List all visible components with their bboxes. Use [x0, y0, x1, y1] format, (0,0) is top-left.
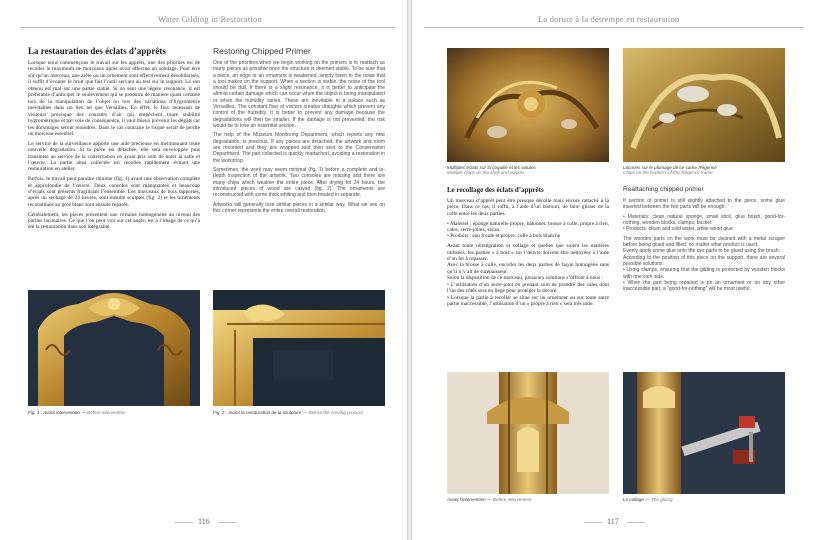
- section-title-en: Reattaching chipped primer: [623, 186, 704, 193]
- left-page: [0, 0, 407, 540]
- caption-fr: Lacunes sur le plumage de ce cadre Régence: [623, 165, 717, 170]
- page-number-rule: [627, 522, 645, 523]
- paragraph: Généralement, les pièces présentent une certaine homogénéité au niveau des parties lacunaires. Ce que l’on peut voir sur cet angle, est à l’image de ce qu’a été la restauration dans son intégralité.: [28, 211, 200, 231]
- paragraph: Avant toute réintégration et collage et quelles que soient les matières utilisées, les parties « à bois » sur l’œuvre doivent être nettoyées à l’aide d’un fer à repasser.: [447, 243, 609, 262]
- photo-gluing: [623, 372, 785, 494]
- photo-2-caption: [623, 165, 785, 175]
- section-title-fr: Le recollage des éclats d’apprêts: [447, 186, 544, 194]
- list-item: • L’utilisation d’un serre-joint en prenant soin de prendre des cales dont l’un des côtés sera en liège pour protéger la dorure.: [447, 281, 609, 295]
- figure-1-photo: [28, 290, 200, 406]
- running-head-right: La dorure à la détrempe en restauration: [538, 14, 680, 24]
- list-item: • Produits : eau froide et propre, colle à bois blanche: [447, 233, 561, 240]
- gilded-frame-corner-image: [28, 290, 200, 406]
- running-head-left: Water Gilding in Restoration: [158, 14, 262, 24]
- photo-1-caption: [447, 165, 609, 175]
- paragraph: Lorsque nous commençons le travail sur les apprêts, une des priorités est de recoller le maximum de morceaux après avoir effectué un sondage. Pour être sûr qu’un morceau, une arête ou un ornement sont effectivement désolidarisés, il suffit d’écouter le bruit que fait l’outil servant au test sur le support. Le son obtenu est mat sur une partie stable. Si on sent une légère résonance, il est préférable d’anticiper le soulèvement qui se produira de manière quasi certaine lors de la manipulation de l’objet ou lors des variations d’hygrométrie inévitables dans un lieu tel que Versailles. En effet, le flux incessant de visiteurs provoque des courants d’air qui empêchent toute stabilité hygrométrique et par voie de conséquence, il vaut mieux prévenir les dégâts car les dommages seront moindres. Dans le cas contraire le risque serait de perdre un morceau essentiel.: [28, 60, 200, 137]
- caption-en: Multiple chips on the shell and volutes: [447, 170, 525, 175]
- caption-en: The gluing: [651, 497, 673, 502]
- caption-en: Before intervention: [492, 497, 532, 502]
- figure-2-photo: [213, 290, 385, 406]
- paragraph: One of the priorities when we begin working on the primers is to reattach as many pieces as possible once the structure is deemed stable. To be sure that a piece, an edge or an ornament is weakened, simply listen to the noise that a tool makes on the support. When a section is stable, the noise of the tool should be dull. If there is a slight resonance, it is better to anticipate the almost certain damage which can occur when the object is being manipulated or when the humidity varies. These are inevitable in a palace such as Versailles. The constant flow of visitors creates draughts which prevent any control of the humidity. It is better to prevent any damage because the degradations will then be smaller. If the damage is not prevented, the risk would be to lose an essential section.: [213, 60, 385, 129]
- carved-frame-image: [213, 290, 385, 406]
- right-page: [412, 0, 820, 540]
- list-item: • Using clamps, ensuring that the gilding is protected by wooden blocks with one cork side.: [623, 267, 785, 280]
- body-en-column: [213, 60, 385, 218]
- photo-before-intervention: [447, 372, 609, 494]
- figure-1-caption: Fig. 1 : Avant intervention — Before intervention: [28, 410, 126, 415]
- gilded-column-image: [447, 372, 609, 494]
- paragraph: Artworks will generally lose similar pieces in a similar way. What we see on this corner represents the entire overall restoration.: [213, 201, 385, 215]
- caption-en: Chips on the feathers of this Regency frame: [623, 170, 713, 175]
- page-number-rule: [175, 522, 193, 523]
- list-item: • Lorsque la partie à recoller se situe sur un ornement ou sur toute autre partie inaccessible, l’utilisation d’un « propre à rien » sera très utile.: [447, 294, 609, 308]
- paragraph: Selon la disposition de ce morceau, plusieurs solutions s’offrent à nous :: [447, 275, 603, 282]
- paragraph: Le service de la surveillance apporte une aide précieuse en mentionnant toute nouvelle dégradation. Si la pièce est détachée, elle sera enveloppée puis transmise au service de la conservation en ayant pris soin de noter la salle et l’œuvre. La partie ainsi collectée est recollée rapidement évitant une restauration en atelier.: [28, 140, 200, 173]
- body-en-column: [623, 198, 785, 296]
- caption-fr: Fig. 1 : Avant intervention: [28, 410, 80, 415]
- photo-4-caption: Le collage — The gluing: [623, 497, 673, 502]
- photo-3-caption: Avant l’intervention — Before intervention: [447, 497, 532, 502]
- paragraph: According to the position of this piece on the support, there are several possible solutions:: [623, 254, 785, 268]
- running-head-rule: [424, 27, 804, 28]
- body-fr-column: [447, 198, 609, 311]
- caption-fr: Le collage: [623, 497, 644, 502]
- figure-2-caption: Fig. 2 : Avant la restauration de la sculpture — Before the carving process: [213, 410, 364, 415]
- photo-regency-feathers: [623, 48, 785, 162]
- paragraph: Evenly apply some glue onto the two parts to be glued using the brush.: [623, 248, 781, 255]
- running-head-rule: [20, 27, 395, 28]
- page-number-right: 117: [607, 517, 619, 526]
- list-item: • Products: clean and cold water, white wood glue: [623, 226, 733, 233]
- paragraph: The help of the Museum Monitoring Department, which reports any new degradation, is precious. If any pieces are detached, the artwork and room are recorded and they are wrapped and then sent to the Conservation Department. The part collected is quickly reattached, avoiding a restoration in the workshop.: [213, 132, 385, 164]
- list-item: • Materials: clean natural sponge, small stick, glue brush, good-for-nothing, wooden blocks, clamps, bucket: [623, 213, 785, 227]
- caption-fr: Avant l’intervention: [447, 497, 486, 502]
- page-number-rule: [584, 522, 602, 523]
- chipped-shell-image: [447, 48, 609, 162]
- list-item: • Matériel : éponge naturelle propre, bâtonnet, brosse à colle, propre à rien, cales, serre-joints, secau: [447, 220, 609, 233]
- section-title-en: Restoring Chipped Primer: [213, 46, 311, 56]
- caption-en: Before intervention: [87, 410, 126, 415]
- regency-frame-image: [623, 48, 785, 162]
- paragraph: Sometimes, the work may seem minimal (fig. 1) before a complete and in-depth inspection of the artwork. Two consoles are missing and there are many chips which weaken the entire piece. After drying for 24 hours, the introduced pieces of wood are carved (fig. 2). The ornaments are reconstructed with some thick whiting and then treated in separate.: [213, 167, 385, 199]
- photo-shell-volutes: [447, 48, 609, 162]
- body-fr-column: [28, 60, 200, 234]
- paragraph: If section of primer is still slightly attached to the piece, some glue inserted between the two parts will be enough.: [623, 198, 785, 211]
- page-number-left: 116: [198, 517, 210, 526]
- list-item: • When the part being repaired is on an ornament or on any other inaccessible part, a “good-for-nothing” will be most useful.: [623, 279, 785, 293]
- paragraph: Avec la brosse à colle, encoller les deux parties de façon homogène sans qu’il n’y ait de surépaisseur.: [447, 262, 609, 275]
- caption-en: Before the carving process: [308, 410, 364, 415]
- section-title-fr: La restauration des éclats d’apprêts: [28, 46, 166, 56]
- caption-fr: Multiples éclats sur la coquille et les volutes: [447, 165, 536, 170]
- page-number-rule: [218, 522, 236, 523]
- paragraph: The wooden parts on the work must be cleaned with a metal scraper before being glued and filled, no matter what product is used.: [623, 235, 785, 249]
- caption-fr: Fig. 2 : Avant la restauration de la sculpture: [213, 410, 302, 415]
- paragraph: Un morceau d’apprêt peut être presque décollé mais encore rattaché à la pièce. Dans ce cas, il suffit, à l’aide d’un bistouri, de faire glisser de la colle entre les deux parties.: [447, 198, 609, 217]
- paragraph: Parfois, le travail peut paraître minime (fig. 1) avant une observation complète et approfondie de l’œuvre. Deux consoles sont manquantes et beaucoup d’éclats sont présents fragilisant l’ensemble. Les morceaux de bois rapportés, après un séchage de 24 heures, sont ensuite sculptés (fig. 2) et les ornements reconstitués au gros blanc sont ensuite réparés.: [28, 176, 200, 208]
- gluing-with-clamp-image: [623, 372, 785, 494]
